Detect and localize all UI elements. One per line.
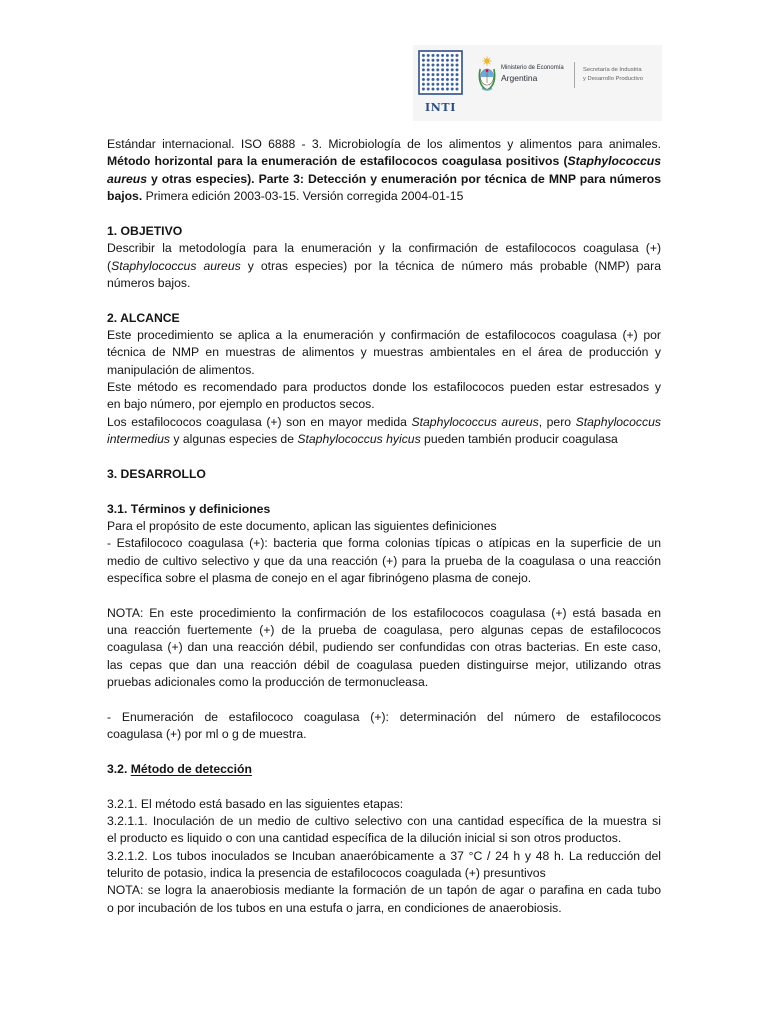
species-name: Staphylococcus hyicus xyxy=(297,432,421,447)
nota-line xyxy=(107,674,661,691)
title-line xyxy=(107,171,661,188)
ministry-name: Ministerio de Economía xyxy=(501,65,564,71)
text-run: pueden también producir coagulasa xyxy=(420,432,618,447)
text-run: Este método es recomendado para productos donde los estafilococos pueden estar estresados y xyxy=(107,380,661,395)
text-run: Este procedimiento se aplica a la enumeración y confirmación de estafilococos coagulasa (+) por xyxy=(107,327,661,342)
text-run: 3.2.1. El método está basado en las siguientes etapas: xyxy=(107,796,404,811)
nota-line xyxy=(107,622,661,639)
alcance-line xyxy=(107,396,661,413)
text-run: manipulación de alimentos. xyxy=(107,362,255,377)
terminos-line xyxy=(107,535,661,552)
objetivo-line xyxy=(107,258,661,275)
secretariat-name: Secretaría de Industria xyxy=(583,67,642,73)
text-run: bajos. xyxy=(107,189,143,204)
text-run: las cepas que dan una reacción débil de coagulasa pueden distinguirse mejor, utilizando otras xyxy=(107,657,661,672)
metodo-line xyxy=(107,813,661,830)
title-line xyxy=(107,136,661,153)
argentina-coat-of-arms-icon xyxy=(477,56,497,93)
inti-logo-icon xyxy=(418,50,463,95)
text-run: medio de cultivo selectivo y que da una reacción (+) para la prueba de la coagulasa o una reacción xyxy=(107,553,661,568)
terminos-line xyxy=(107,570,661,587)
text-run: - Estafilococo coagulasa (+): bacteria que forma colonias típicas o atípicas en la superficie de un xyxy=(107,536,661,551)
secretariat-name-line2: y Desarrollo Productivo xyxy=(583,76,643,82)
text-run: y otras especies) por la técnica de número más probable (NMP) para xyxy=(240,258,661,273)
text-run: pruebas adicionales como la producción de termonucleasa. xyxy=(107,675,429,690)
title-line xyxy=(107,153,661,170)
metodo-line xyxy=(107,796,661,813)
text-run: 3.2.1.1. Inoculación de un medio de cultivo selectivo con una cantidad específica de la muestra si xyxy=(107,814,661,829)
text-run: o por incubación de los tubos en una estufa o jarra, en condiciones de anaerobiosis. xyxy=(107,900,562,915)
section-heading-desarrollo: 3. DESARROLLO xyxy=(107,466,206,481)
ministry-country: Argentina xyxy=(501,73,538,83)
text-run: ( xyxy=(107,258,112,273)
blank-line xyxy=(107,448,661,465)
text-run: - Enumeración de estafilococo coagulasa (+): determinación del número de estafilococos xyxy=(107,709,661,724)
text-run: telurito de potasio, indica la presencia de estafilococos coagulada (+) presuntivos xyxy=(107,866,546,881)
subsection-heading-terminos: 3.1. Términos y definiciones xyxy=(107,501,271,516)
alcance-line xyxy=(107,431,661,448)
terminos-line xyxy=(107,553,661,570)
text-run: una reacción fuertemente (+) de la prueba de coagulasa, pero algunas cepas de estafilococos xyxy=(107,623,661,638)
document-body xyxy=(107,136,661,917)
blank-line xyxy=(107,744,661,761)
text-run: Primera edición 2003-03-15. Versión corregida 2004-01-15 xyxy=(142,189,464,204)
inti-logo-text: INTI xyxy=(425,101,456,114)
header-divider xyxy=(574,62,575,88)
alcance-line xyxy=(107,344,661,361)
text-run: Estándar internacional. ISO 6888 - 3. Microbiología de los alimentos y alimentos para animales. xyxy=(107,137,661,151)
text-run: NOTA: En este procedimiento la confirmación de los estafilococos coagulasa (+) está basada en xyxy=(107,605,661,620)
section-heading-objetivo: 1. OBJETIVO xyxy=(107,223,183,238)
blank-line xyxy=(107,692,661,709)
text-run: Para el propósito de este documento, aplican las siguientes definiciones xyxy=(107,518,497,533)
blank-line xyxy=(107,205,661,222)
terminos-line xyxy=(107,518,661,535)
subsection-heading-metodo xyxy=(107,761,661,778)
species-name: Staphylococcus xyxy=(567,154,661,169)
text-run: Describir la metodología para la enumeración y la confirmación de estafilococos coagulasa (+) xyxy=(107,241,661,256)
metodo-line xyxy=(107,848,661,865)
text-run: , pero xyxy=(538,414,576,429)
alcance-line xyxy=(107,327,661,344)
text-run: Método horizontal para la enumeración de estafilococos coagulasa positivos ( xyxy=(107,154,568,169)
text-run: números bajos. xyxy=(107,275,191,290)
text-run: específica sobre el plasma de conejo en el agar fibrinógeno plasma de conejo. xyxy=(107,570,532,585)
metodo-line xyxy=(107,830,661,847)
text-run: NOTA: se logra la anaerobiosis mediante la formación de un tapón de agar o parafina en cada tubo xyxy=(107,883,661,898)
text-run: y algunas especies de xyxy=(170,432,298,447)
alcance-line xyxy=(107,414,661,431)
nota-line xyxy=(107,657,661,674)
nota-line xyxy=(107,639,661,656)
blank-line xyxy=(107,778,661,795)
enumeracion-line xyxy=(107,726,661,743)
objetivo-line xyxy=(107,240,661,257)
blank-line xyxy=(107,292,661,309)
blank-line xyxy=(107,587,661,604)
species-name: Staphylococcus xyxy=(575,414,661,429)
header-logos xyxy=(413,45,662,121)
alcance-line xyxy=(107,379,661,396)
text-run: el producto es liquido o con una cantidad específica de la dilución inicial si son otros productos. xyxy=(107,831,622,846)
objetivo-line xyxy=(107,275,661,292)
text-run: en bajo número, por ejemplo en productos secos. xyxy=(107,397,375,412)
text-run: 3.2.1.2. Los tubos inoculados se Incuban anaeróbicamente a 37 °C / 24 h y 48 h. La reducción del xyxy=(107,848,661,863)
text-run: Método de detección xyxy=(130,761,252,776)
metodo-line xyxy=(107,865,661,882)
text-run: 3.2. xyxy=(107,761,131,776)
enumeracion-line xyxy=(107,709,661,726)
species-name: Staphylococcus aureus xyxy=(411,414,539,429)
text-run: coagulasa (+) por ml o g de muestra. xyxy=(107,727,307,742)
blank-line xyxy=(107,483,661,500)
text-run: Los estafilococos coagulasa (+) son en mayor medida xyxy=(107,414,412,429)
nota-line xyxy=(107,605,661,622)
metodo-line xyxy=(107,882,661,899)
alcance-line xyxy=(107,362,661,379)
text-run: coagulasa (+) dan una reacción débil, pudiendo ser confundidas con otras bacterias. En este caso, xyxy=(107,640,661,655)
text-run: técnica de NMP en muestras de alimentos y muestras ambientales en el área de producción y xyxy=(107,345,661,360)
metodo-line xyxy=(107,900,661,917)
text-run: y otras especies). Parte 3: Detección y enumeración por técnica de MNP para números xyxy=(146,171,661,186)
title-line xyxy=(107,188,661,205)
species-name: intermedius xyxy=(107,432,170,447)
species-name: Staphylococcus aureus xyxy=(111,258,241,273)
species-name: aureus xyxy=(107,171,147,186)
section-heading-alcance: 2. ALCANCE xyxy=(107,310,180,325)
